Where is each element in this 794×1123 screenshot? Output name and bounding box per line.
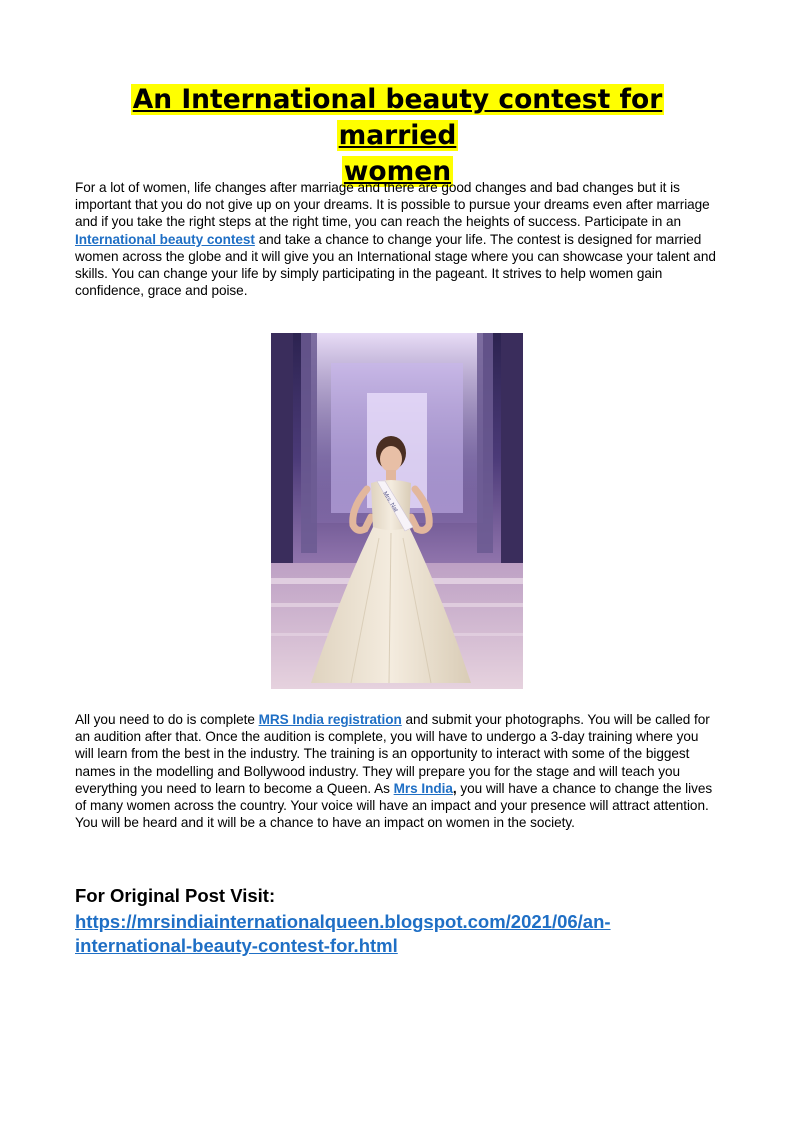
registration-text-c: you will have a chance to change the lives of many women across the country. Your voice will have an impact and your presence will attract attention. You will be heard and it will be a chance to have an impact on women in the society. — [75, 780, 713, 831]
original-post-url-line-1: https://mrsindiainternationalqueen.blogspot.com/2021/06/an- — [75, 911, 611, 932]
contestant-photo — [271, 333, 523, 689]
intro-text-a: For a lot of women, life changes after marriage and there are good changes and bad changes but it is important that you do not give up on your dreams. It is possible to pursue your dreams even after marriage and if you take the right steps at the right time, you can reach the heights of success. Participate in an — [75, 180, 710, 230]
intro-paragraph — [75, 179, 720, 299]
original-post-link[interactable] — [75, 910, 720, 958]
sash-label: Mrs. Nat — [381, 490, 399, 514]
title-line-2: women — [343, 156, 452, 187]
page-title — [75, 82, 720, 190]
international-beauty-contest-link[interactable]: International beauty contest — [75, 231, 255, 247]
mrs-india-registration-link[interactable]: MRS India registration — [258, 712, 402, 727]
registration-text-a: All you need to do is complete — [75, 712, 259, 727]
registration-text-b: and submit your photographs. You will be called for an audition after that. Once the audition is complete, you will have to undergo a 3-day training where you will learn from the best in the industry. The training is an opportunity to interact with some of the biggest names in the modelling and Bollywood industry. They will prepare you for the stage and will teach you everything you need to learn to become a Queen. As — [75, 712, 710, 796]
original-post-label: For Original Post Visit: — [75, 885, 276, 906]
registration-comma: , — [452, 780, 457, 796]
document-page — [75, 0, 720, 956]
original-post-url-line-2: international-beauty-contest-for.html — [75, 935, 398, 956]
title-line-1: An International beauty contest for married — [132, 84, 663, 151]
registration-paragraph — [75, 711, 720, 831]
mrs-india-link[interactable]: Mrs India — [393, 780, 453, 796]
intro-text-b: and take a chance to change your life. The contest is designed for married women across the globe and it will give you an International stage where you can showcase your talent and skills. You can change your life by simply participating in the pageant. It strives to help women gain confidence, grace and poise. — [75, 231, 716, 299]
